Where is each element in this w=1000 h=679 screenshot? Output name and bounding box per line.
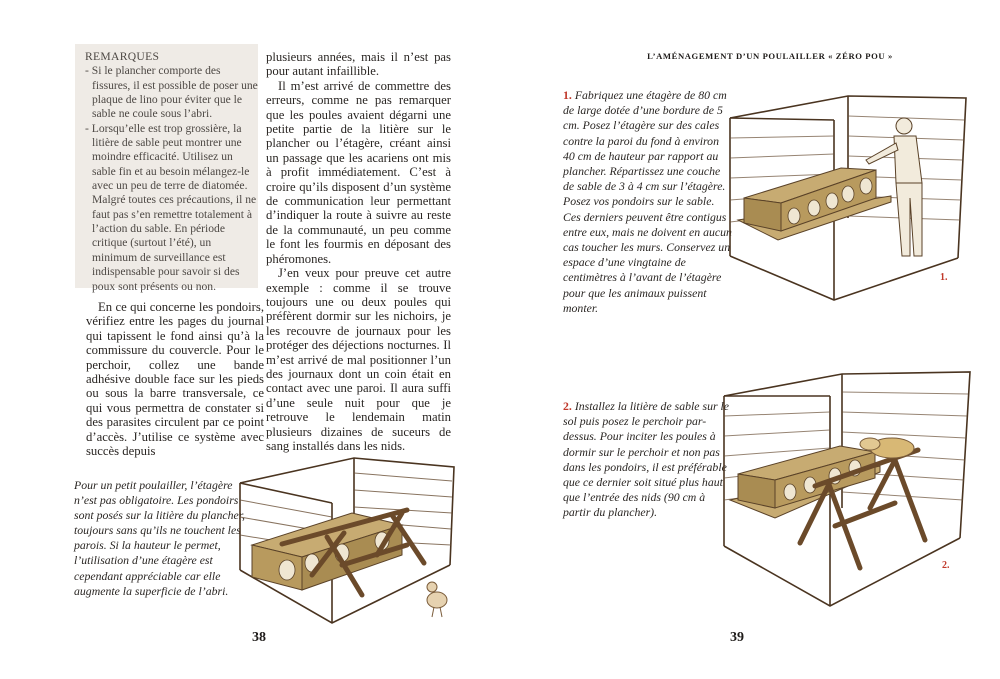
step-2-caption — [563, 399, 733, 521]
paragraph: plusieurs années, mais il n’est pas pour autant infaillible. — [266, 50, 451, 79]
body-column-middle — [266, 50, 451, 453]
remarques-item: - Lorsqu’elle est trop grossière, la litière de sable peut montrer une moindre efficacité. Utilisez un sable fin et au besoin mélangez-le avec un peu de terre de diatomée. Malgré toutes ces précautions, il ne faut pas s’en remettre totalement à l’action du sable. En période critique (surtout l’été), un minimum de surveillance est indispensable pour savoir si des poux sont présents ou non. — [85, 121, 257, 293]
page-number: 38 — [252, 630, 266, 645]
step-1-caption — [563, 88, 733, 316]
running-head: L’AMÉNAGEMENT D’UN POULAILLER « ZÉRO POU » — [647, 51, 893, 61]
shelf-installation-illustration-icon — [726, 88, 971, 303]
page-number: 39 — [730, 630, 744, 645]
paragraph: J’en veux pour preuve cet autre exemple : comme il se trouve toujours une ou deux poules qui préfèrent dormir sur les nichoirs, je les recouvre de journaux pour les protéger des déjections nocturnes. Il m’est arrivé de mal positionner l’un des journaux dont un coin était en contact avec une paroi. Il aura suffi d’une seule nuit pour que je retrouve le lendemain matin plusieurs dizaines de suceurs de sang installés dans les nids. — [266, 266, 451, 453]
step-number: 1. — [563, 88, 572, 102]
coop-illustration-icon — [232, 455, 472, 630]
remarques-item: - Si le plancher comporte des fissures, il est possible de poser une plaque de lino pour éviter que le sable ne coule sous l’abri. — [85, 64, 258, 121]
illustration-caption: Pour un petit poulailler, l’étagère n’est pas obligatoire. Les pondoirs sont posés sur la litière du plancher, toujours sans qu’ils ne touchent les parois. Si la hauteur le permet, l’utilisation d’une étagère est cependant appréciable car elle augmente la superficie de l’abri. — [74, 478, 245, 598]
perch-installation-illustration-icon — [720, 368, 972, 608]
right-page — [500, 0, 1000, 679]
figure-label-1: 1. — [940, 272, 948, 283]
paragraph: En ce qui concerne les pondoirs, vérifiez entre les pages du journal qui tapissent le fond ainsi qu’à la commissure du couvercle. Pour le perchoir, collez une bande adhésive double face sur les pieds ou sous la barre transversale, ce qui vous permettra de constater si des parasites circulent par ce point d’accès. J’utilise ce système avec succès depuis — [86, 300, 264, 459]
remarques-title: REMARQUES — [85, 50, 160, 63]
step-number: 2. — [563, 399, 572, 413]
figure-label-2: 2. — [942, 560, 950, 571]
step-text: Installez la litière de sable sur le sol puis posez le perchoir par-dessus. Pour inciter les poules à dormir sur le perchoir et non pas dans les pondoirs, il est préférable que ce dernier soit situé plus haut que l’entrée des nids (90 cm à partir du plancher). — [563, 399, 730, 520]
step-text: Fabriquez une étagère de 80 cm de large dotée d’une bordure de 5 cm. Posez l’étagère sur des cales contre la paroi du fond à environ 40 cm de hauteur par rapport au plancher. Répartissez une couche de sable de 3 à 4 cm sur l’étagère. Posez vos pondoirs sur le sable. Ces derniers peuvent être contigus entre eux, mais ne doivent en aucun cas toucher les murs. Conservez un espace d’une vingtaine de centimètres à l’avant de l’étagère pour que les animaux puissent monter. — [563, 88, 732, 315]
paragraph: Il m’est arrivé de commettre des erreurs, comme ne pas remarquer que les poules avaient dégarni une petite partie de la litière sur le plancher ou l’étagère, créant ainsi un passage que les acariens ont mis à profit immédiatement. C’est à croire qu’ils disposent d’un système de communication leur permettant d’indiquer la route à suivre au reste de la communauté, un peu comme le font les fourmis en déposant des phéromones. — [266, 78, 451, 266]
remarques-box — [75, 44, 258, 293]
body-column-left — [86, 300, 264, 458]
